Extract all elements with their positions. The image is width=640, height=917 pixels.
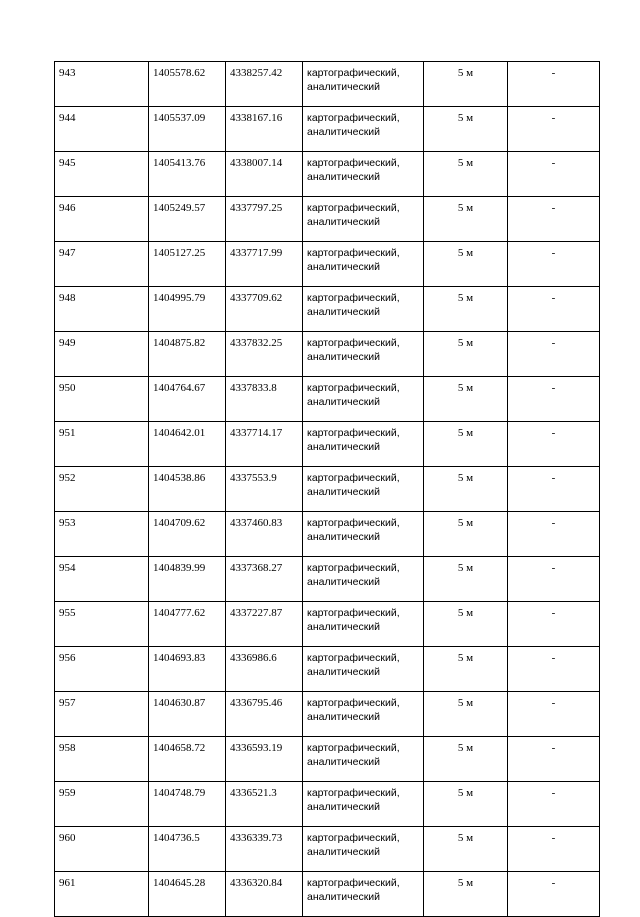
note-cell: - [508, 107, 600, 152]
y-coordinate-cell: 4337368.27 [226, 557, 303, 602]
accuracy-cell: 5 м [424, 377, 508, 422]
accuracy-cell: 5 м [424, 692, 508, 737]
y-coordinate-cell: 4337717.99 [226, 242, 303, 287]
y-coordinate-cell: 4336320.84 [226, 872, 303, 917]
point-number-cell: 957 [55, 692, 149, 737]
table-row [55, 467, 600, 512]
note-cell: - [508, 827, 600, 872]
accuracy-cell: 5 м [424, 512, 508, 557]
note-cell: - [508, 692, 600, 737]
point-number-cell: 959 [55, 782, 149, 827]
accuracy-cell: 5 м [424, 872, 508, 917]
accuracy-cell: 5 м [424, 152, 508, 197]
x-coordinate-cell: 1404693.83 [149, 647, 226, 692]
note-cell: - [508, 377, 600, 422]
y-coordinate-cell: 4337797.25 [226, 197, 303, 242]
method-cell: картографический, аналитический [303, 422, 424, 467]
point-number-cell: 958 [55, 737, 149, 782]
point-number-cell: 944 [55, 107, 149, 152]
method-cell: картографический, аналитический [303, 737, 424, 782]
y-coordinate-cell: 4336795.46 [226, 692, 303, 737]
y-coordinate-cell: 4337833.8 [226, 377, 303, 422]
note-cell: - [508, 872, 600, 917]
x-coordinate-cell: 1405537.09 [149, 107, 226, 152]
accuracy-cell: 5 м [424, 197, 508, 242]
note-cell: - [508, 422, 600, 467]
note-cell: - [508, 737, 600, 782]
note-cell: - [508, 557, 600, 602]
accuracy-cell: 5 м [424, 602, 508, 647]
method-cell: картографический, аналитический [303, 107, 424, 152]
x-coordinate-cell: 1405127.25 [149, 242, 226, 287]
table-row [55, 287, 600, 332]
table-row [55, 827, 600, 872]
point-number-cell: 948 [55, 287, 149, 332]
table-row [55, 152, 600, 197]
table-row [55, 332, 600, 377]
y-coordinate-cell: 4338007.14 [226, 152, 303, 197]
point-number-cell: 943 [55, 62, 149, 107]
x-coordinate-cell: 1404538.86 [149, 467, 226, 512]
method-cell: картографический, аналитический [303, 377, 424, 422]
y-coordinate-cell: 4338257.42 [226, 62, 303, 107]
method-cell: картографический, аналитический [303, 827, 424, 872]
y-coordinate-cell: 4336986.6 [226, 647, 303, 692]
method-cell: картографический, аналитический [303, 692, 424, 737]
x-coordinate-cell: 1404764.67 [149, 377, 226, 422]
y-coordinate-cell: 4337227.87 [226, 602, 303, 647]
table-row [55, 692, 600, 737]
note-cell: - [508, 512, 600, 557]
method-cell: картографический, аналитический [303, 557, 424, 602]
x-coordinate-cell: 1404875.82 [149, 332, 226, 377]
table-row [55, 107, 600, 152]
point-number-cell: 950 [55, 377, 149, 422]
method-cell: картографический, аналитический [303, 197, 424, 242]
table-row [55, 602, 600, 647]
point-number-cell: 956 [55, 647, 149, 692]
x-coordinate-cell: 1404645.28 [149, 872, 226, 917]
x-coordinate-cell: 1404839.99 [149, 557, 226, 602]
note-cell: - [508, 782, 600, 827]
table-row [55, 872, 600, 917]
point-number-cell: 946 [55, 197, 149, 242]
method-cell: картографический, аналитический [303, 647, 424, 692]
point-number-cell: 955 [55, 602, 149, 647]
accuracy-cell: 5 м [424, 647, 508, 692]
method-cell: картографический, аналитический [303, 242, 424, 287]
accuracy-cell: 5 м [424, 467, 508, 512]
y-coordinate-cell: 4336339.73 [226, 827, 303, 872]
note-cell: - [508, 287, 600, 332]
x-coordinate-cell: 1404709.62 [149, 512, 226, 557]
x-coordinate-cell: 1405249.57 [149, 197, 226, 242]
x-coordinate-cell: 1404736.5 [149, 827, 226, 872]
accuracy-cell: 5 м [424, 782, 508, 827]
accuracy-cell: 5 м [424, 332, 508, 377]
method-cell: картографический, аналитический [303, 512, 424, 557]
y-coordinate-cell: 4336521.3 [226, 782, 303, 827]
accuracy-cell: 5 м [424, 287, 508, 332]
note-cell: - [508, 62, 600, 107]
x-coordinate-cell: 1404748.79 [149, 782, 226, 827]
x-coordinate-cell: 1404642.01 [149, 422, 226, 467]
table-row [55, 242, 600, 287]
note-cell: - [508, 242, 600, 287]
method-cell: картографический, аналитический [303, 62, 424, 107]
method-cell: картографический, аналитический [303, 332, 424, 377]
point-number-cell: 947 [55, 242, 149, 287]
accuracy-cell: 5 м [424, 827, 508, 872]
y-coordinate-cell: 4337460.83 [226, 512, 303, 557]
y-coordinate-cell: 4337553.9 [226, 467, 303, 512]
y-coordinate-cell: 4337832.25 [226, 332, 303, 377]
note-cell: - [508, 332, 600, 377]
table-body [55, 62, 600, 917]
method-cell: картографический, аналитический [303, 287, 424, 332]
point-number-cell: 952 [55, 467, 149, 512]
accuracy-cell: 5 м [424, 242, 508, 287]
table-row [55, 62, 600, 107]
x-coordinate-cell: 1404630.87 [149, 692, 226, 737]
table-row [55, 647, 600, 692]
x-coordinate-cell: 1405413.76 [149, 152, 226, 197]
note-cell: - [508, 197, 600, 242]
table-row [55, 377, 600, 422]
method-cell: картографический, аналитический [303, 152, 424, 197]
x-coordinate-cell: 1404658.72 [149, 737, 226, 782]
point-number-cell: 945 [55, 152, 149, 197]
x-coordinate-cell: 1404777.62 [149, 602, 226, 647]
accuracy-cell: 5 м [424, 422, 508, 467]
table-row [55, 737, 600, 782]
method-cell: картографический, аналитический [303, 602, 424, 647]
table-row [55, 512, 600, 557]
y-coordinate-cell: 4336593.19 [226, 737, 303, 782]
note-cell: - [508, 152, 600, 197]
table-row [55, 422, 600, 467]
table-row [55, 557, 600, 602]
accuracy-cell: 5 м [424, 737, 508, 782]
table-row [55, 782, 600, 827]
accuracy-cell: 5 м [424, 557, 508, 602]
method-cell: картографический, аналитический [303, 467, 424, 512]
note-cell: - [508, 602, 600, 647]
table-row [55, 197, 600, 242]
x-coordinate-cell: 1405578.62 [149, 62, 226, 107]
coordinates-table [54, 61, 600, 917]
method-cell: картографический, аналитический [303, 782, 424, 827]
method-cell: картографический, аналитический [303, 872, 424, 917]
accuracy-cell: 5 м [424, 62, 508, 107]
y-coordinate-cell: 4338167.16 [226, 107, 303, 152]
point-number-cell: 953 [55, 512, 149, 557]
x-coordinate-cell: 1404995.79 [149, 287, 226, 332]
accuracy-cell: 5 м [424, 107, 508, 152]
y-coordinate-cell: 4337709.62 [226, 287, 303, 332]
note-cell: - [508, 467, 600, 512]
point-number-cell: 951 [55, 422, 149, 467]
point-number-cell: 961 [55, 872, 149, 917]
point-number-cell: 960 [55, 827, 149, 872]
point-number-cell: 954 [55, 557, 149, 602]
y-coordinate-cell: 4337714.17 [226, 422, 303, 467]
point-number-cell: 949 [55, 332, 149, 377]
note-cell: - [508, 647, 600, 692]
